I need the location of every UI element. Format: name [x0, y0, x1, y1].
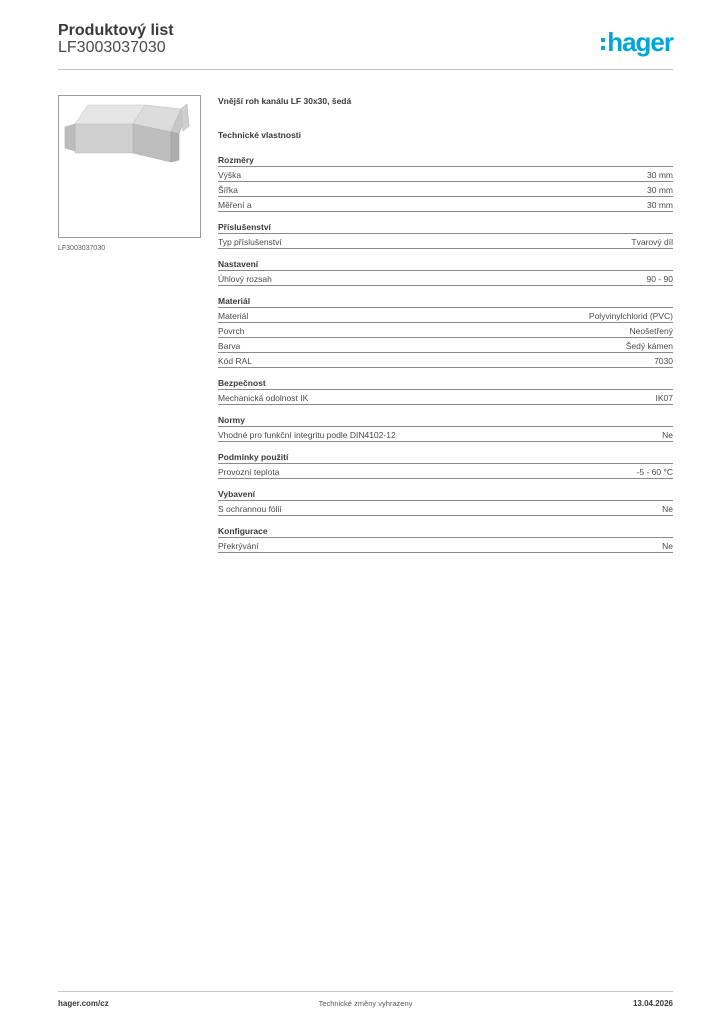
property-row	[218, 182, 673, 197]
property-value: Polyvinylchlorid (PVC)	[588, 310, 673, 321]
image-caption: LF3003037030	[58, 245, 106, 252]
property-value: Neošetřený	[629, 325, 673, 336]
property-row	[218, 234, 673, 249]
property-value: 30 mm	[647, 169, 673, 180]
product-image	[58, 95, 201, 238]
property-value: Ne	[662, 503, 673, 514]
technical-properties-heading: Technické vlastnosti	[218, 130, 301, 140]
property-row	[218, 464, 673, 479]
section-title: Vybavení	[218, 488, 673, 501]
property-row	[218, 353, 673, 368]
section-title: Nastavení	[218, 258, 673, 271]
property-label: Povrch	[218, 325, 245, 336]
product-details	[218, 96, 673, 562]
property-row	[218, 390, 673, 405]
section-configuration	[218, 525, 673, 553]
corner-duct-icon	[59, 96, 202, 239]
property-label: Typ příslušenství	[218, 236, 282, 247]
property-row	[218, 427, 673, 442]
property-label: Mechanická odolnost IK	[218, 392, 309, 403]
logo-dots-icon	[601, 38, 605, 50]
property-row	[218, 501, 673, 516]
property-value: Ne	[662, 540, 673, 551]
section-material	[218, 295, 673, 368]
section-accessories	[218, 221, 673, 249]
property-row	[218, 308, 673, 323]
page-header	[58, 20, 673, 70]
property-row	[218, 271, 673, 286]
property-label: Překrývání	[218, 540, 259, 551]
property-value: IK07	[655, 392, 673, 403]
section-settings	[218, 258, 673, 286]
section-title: Bezpečnost	[218, 377, 673, 390]
product-name: Vnější roh kanálu LF 30x30, šedá	[218, 96, 352, 106]
section-equipment	[218, 488, 673, 516]
property-label: S ochrannou fólií	[218, 503, 282, 514]
document-date: 13.04.2026	[632, 999, 673, 1008]
section-title: Příslušenství	[218, 221, 673, 234]
property-value: -5 - 60 °C	[636, 466, 673, 477]
property-value: Šedý kámen	[625, 340, 673, 351]
website-link[interactable]: hager.com/cz	[58, 999, 109, 1008]
section-title: Konfigurace	[218, 525, 673, 538]
property-row	[218, 167, 673, 182]
property-label: Materiál	[218, 310, 249, 321]
property-label: Barva	[218, 340, 241, 351]
section-dimensions	[218, 154, 673, 212]
property-value: Tvarový díl	[631, 236, 673, 247]
property-value: 30 mm	[647, 184, 673, 195]
property-label: Výška	[218, 169, 242, 180]
section-safety	[218, 377, 673, 405]
product-code: LF3003037030	[58, 39, 166, 56]
property-row	[218, 197, 673, 212]
section-standards	[218, 414, 673, 442]
page-footer	[58, 991, 673, 1013]
property-label: Vhodné pro funkční integritu podle DIN4102-12	[218, 429, 396, 440]
section-title: Materiál	[218, 295, 673, 308]
property-row	[218, 538, 673, 553]
property-label: Provozní teplota	[218, 466, 280, 477]
logo-text: hager	[607, 27, 673, 57]
property-row	[218, 338, 673, 353]
property-value: 90 - 90	[646, 273, 673, 284]
section-title: Normy	[218, 414, 673, 427]
property-value: 7030	[654, 355, 673, 366]
property-label: Kód RAL	[218, 355, 253, 366]
section-title: Rozměry	[218, 154, 673, 167]
section-title: Podmínky použití	[218, 451, 673, 464]
hager-logo[interactable]	[601, 27, 673, 57]
section-operating-conditions	[218, 451, 673, 479]
property-label: Šířka	[218, 184, 238, 195]
property-value: 30 mm	[647, 199, 673, 210]
property-label: Měření a	[218, 199, 252, 210]
property-row	[218, 323, 673, 338]
property-label: Úhlový rozsah	[218, 273, 272, 284]
property-value: Ne	[662, 429, 673, 440]
document-title: Produktový list	[58, 22, 174, 39]
disclaimer-text: Technické změny vyhrazeny	[318, 999, 413, 1008]
